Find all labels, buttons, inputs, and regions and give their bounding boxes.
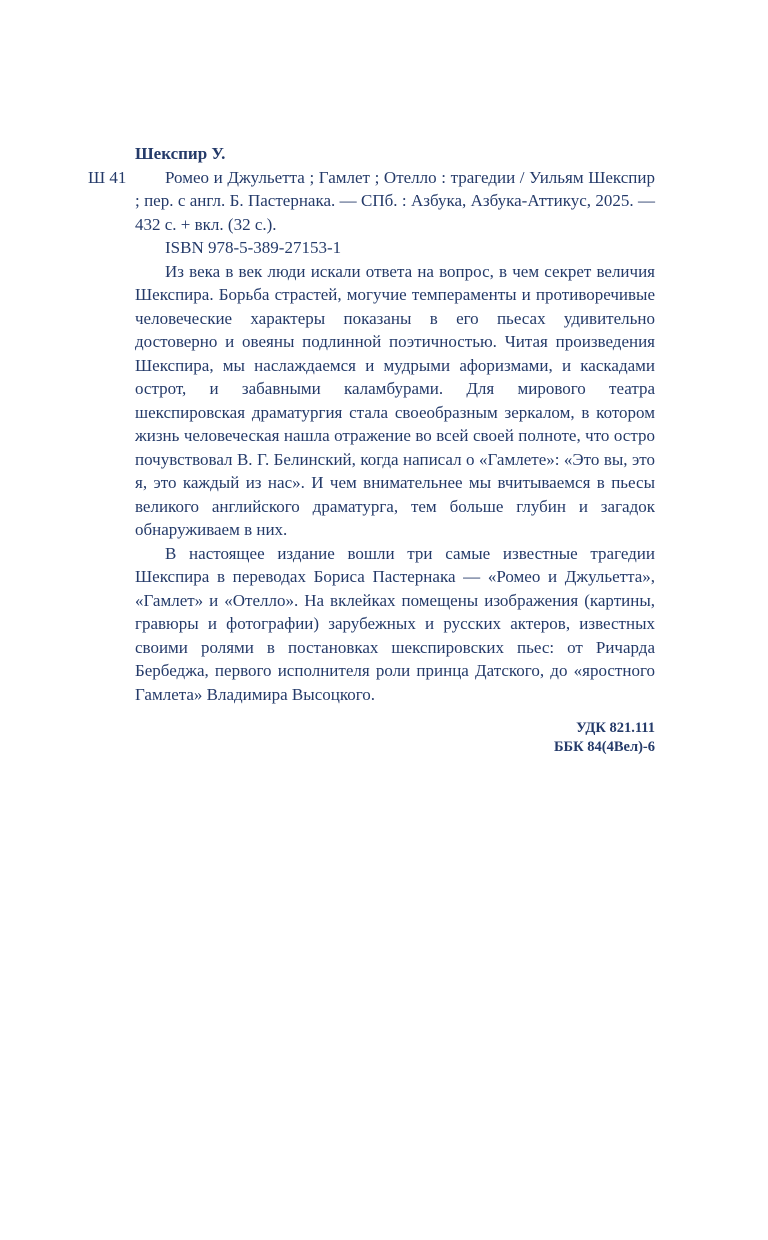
bbk-code: ББК 84(4Вел)-6 xyxy=(553,739,655,755)
classification-codes-block xyxy=(135,719,655,757)
bibliographic-entry xyxy=(88,166,655,237)
udk-code: УДК 821.111 xyxy=(576,720,655,736)
annotation-paragraph-1: Из века в век люди искали ответа на вопрос, в чем секрет величия Шекспира. Борьба страстей, могучие темпераменты и противоречивые человеческие характеры показаны в его пьесах удивительно достоверно и овеяны подлинной поэтичностью. Читая произведения Шекспира, мы наслаждаемся и мудрыми афоризмами, и каскадами острот, и забавными каламбурами. Для мирового театра шекспировская драматургия стала своеобразным зеркалом, в котором жизнь человеческая нашла отражение во всей своей полноте, что остро почувствовал В. Г. Белинский, когда написал о «Гамлете»: «Это вы, это я, это каждый из нас». И чем внимательнее мы вчитываемся в пьесы великого английского драматурга, тем больше глубин и загадок обнаруживаем в них. xyxy=(135,261,655,539)
classification-code: Ш 41 xyxy=(88,167,127,187)
bibliographic-text: Ромео и Джульетта ; Гамлет ; Отелло : трагедии / Уильям Шекспир ; пер. с англ. Б. Пастернака. — СПб. : Азбука, Азбука-Аттикус, 2025. — 432 с. + вкл. (32 с.). xyxy=(135,167,655,234)
isbn-line: ISBN 978-5-389-27153-1 xyxy=(165,238,342,257)
annotation-paragraph-2: В настоящее издание вошли три самые известные трагедии Шекспира в переводах Бориса Пастернака — «Ромео и Джульетта», «Гамлет» и «Отелло». На вклейках помещены изображения (картины, гравюры и фотографии) зарубежных и русских актеров, известных своими ролями в постановках шекспировских пьес: от Ричарда Бербеджа, первого исполнителя роли принца Датского, до «яростного Гамлета» Владимира Высоцкого. xyxy=(135,543,655,704)
author-header: Шекспир У. xyxy=(135,144,226,163)
